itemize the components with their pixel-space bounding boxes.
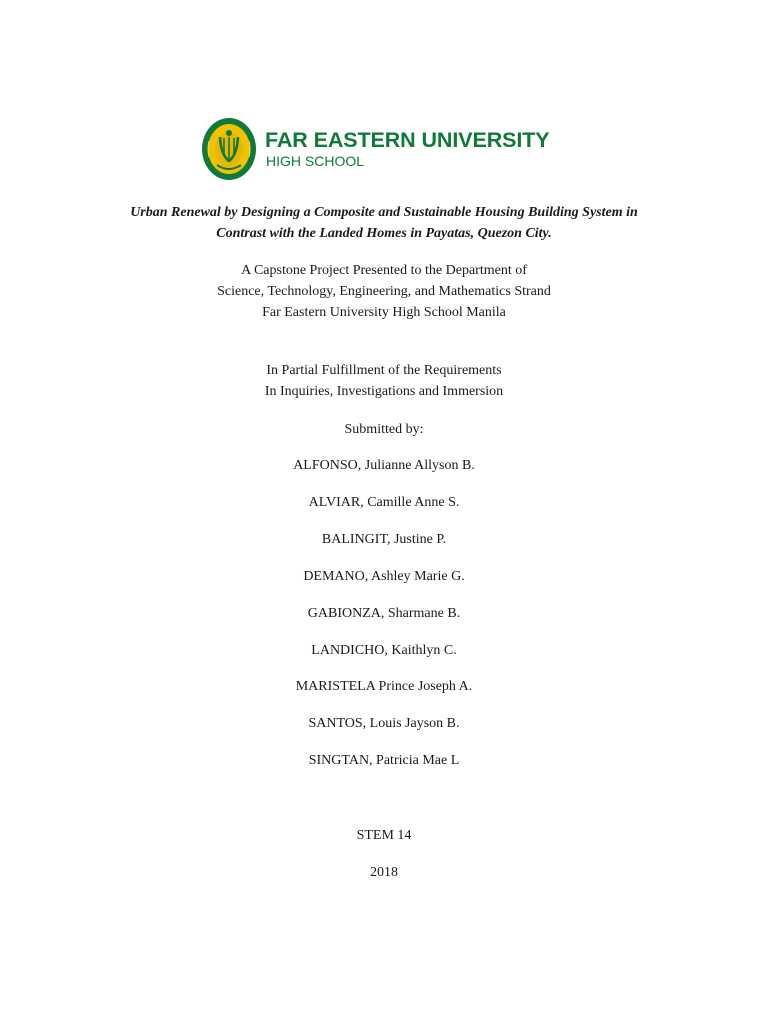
intro-line-1: A Capstone Project Presented to the Department of [241,263,527,278]
school-name: HIGH SCHOOL [266,153,365,169]
university-name: FAR EASTERN UNIVERSITY [265,128,550,152]
project-title [0,202,768,244]
fulfillment-line-2: In Inquiries, Investigations and Immersion [264,384,504,399]
year-label: 2018 [370,865,398,880]
title-line-2: Contrast with the Landed Homes in Payatas, Quezon City. [216,226,552,241]
title-line-1: Urban Renewal by Designing a Composite and Sustainable Housing Building System in [130,205,638,220]
author-name: ALVIAR, Camille Anne S. [308,495,460,510]
author-name: ALFONSO, Julianne Allyson B. [293,458,475,473]
university-logo [201,117,561,183]
section-label: STEM 14 [356,828,412,843]
author-name: DEMANO, Ashley Marie G. [303,569,465,584]
author-name: LANDICHO, Kaithlyn C. [311,643,457,658]
author-name: SINGTAN, Patricia Mae L [308,753,460,768]
intro-line-2: Science, Technology, Engineering, and Mathematics Strand [217,284,551,299]
author-name: SANTOS, Louis Jayson B. [308,716,460,731]
project-intro [0,260,768,323]
feu-seal-icon [201,117,257,181]
intro-line-3: Far Eastern University High School Manila [262,305,506,320]
author-name: BALINGIT, Justine P. [321,532,447,547]
fulfillment-statement [0,360,768,402]
author-name: GABIONZA, Sharmane B. [307,606,461,621]
submitted-by-label: Submitted by: [344,422,424,437]
author-name: MARISTELA Prince Joseph A. [295,679,473,694]
fulfillment-line-1: In Partial Fulfillment of the Requirements [266,363,502,378]
